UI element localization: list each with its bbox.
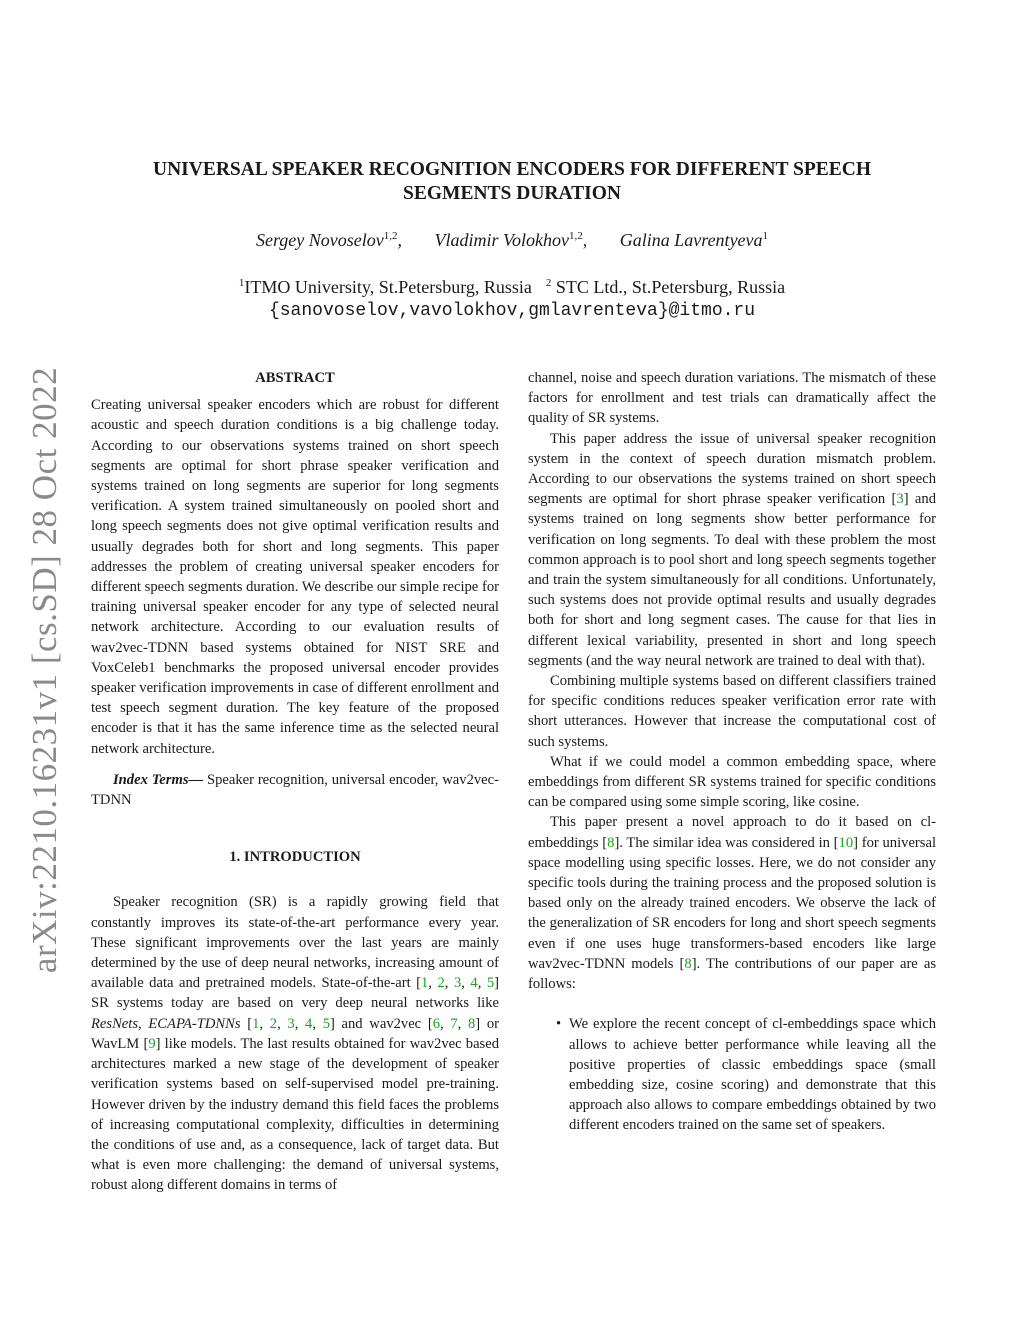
right-column [528,368,936,1136]
affiliation: ITMO University, St.Petersburg, Russia [244,277,532,297]
citation-link[interactable]: 1 [252,1015,260,1032]
citation-link[interactable]: 3 [896,491,904,508]
bullet-icon: • [556,1016,562,1033]
citation-link[interactable]: 7 [450,1015,458,1032]
intro-paragraph: Combining multiple systems based on different classifiers trained for specific conditions reduces speaker verification error rate with short utterances. However that increase the computational cost of such systems. [528,673,936,750]
author: Sergey Novoselov$^{1,2}$, [255,230,402,250]
intro-paragraph: This paper present a novel approach to do it based on cl-embeddings [8]. The similar idea was considered in [10] for universal space modelling using specific losses. Here, we do not consider any specific tools during the training process and the proposed solution is based only on the already trained encoders. We observe the lack of the generalization of SR encoders for long and short speech segments even if one uses huge transformers-based encoders like large wav2vec-TDNN models [8]. The contributions of our paper are as follows: [528,814,936,993]
citation-link[interactable]: 4 [305,1015,313,1032]
citation-link[interactable]: 8 [468,1015,476,1032]
citation-link[interactable]: 1 [421,975,429,992]
citation-link[interactable]: 5 [486,975,495,992]
affiliation: STC Ltd., St.Petersburg, Russia [555,277,786,297]
citation-link[interactable]: 8 [684,955,692,972]
citation-link[interactable]: 8 [607,834,615,851]
citation-link[interactable]: 9 [148,1035,156,1052]
left-column [91,368,499,1196]
arxiv-stamp [0,350,90,990]
author-list [120,230,904,251]
list-item: • We explore the recent concept of cl-embeddings space which allows to achieve better performance while leaving all the positive properties of classic embeddings space (small embedding size, cosine scoring) and demonstrate that this approach also allows to compare embeddings obtained by two different encoders trained on the same set of speakers. [556,1016,936,1134]
author: Vladimir Volokhov$^{1,2}$, [434,230,588,250]
citation-link[interactable]: 5 [322,1015,330,1032]
citation-link[interactable]: 2 [269,1015,278,1032]
affiliations: $^1$ITMO University, St.Petersburg, Russia $^2$ STC Ltd., St.Petersburg, Russia [238,277,786,297]
arxiv-id: arXiv:2210.16231v1 [cs.SD] 28 Oct 2022 [25,366,64,974]
abstract-text: Creating universal speaker encoders which are robust for different acoustic and speech duration conditions is a big challenge today. According to our observations systems trained on short speech segments are optimal for short phrase speaker verification and systems trained on long segments are superior for long segments verification. A system trained simultaneously on pooled short and long speech segments does not give optimal verification results and usually degrades both for short and long segments. This paper addresses the problem of creating universal speaker encoders for different speech segments duration. We describe our simple recipe for training universal speaker encoder for any type of selected neural network architecture. According to our evaluation results of wav2vec-TDNN based systems obtained for NIST SRE and VoxCeleb1 benchmarks the proposed universal encoder provides speaker verification improvements in case of different enrollment and test speech segment duration. The key feature of the proposed encoder is that it has the same inference time as the selected neural network architecture. [91,397,499,757]
citation-link[interactable]: 3 [287,1015,295,1032]
abstract-heading: ABSTRACT [255,370,335,386]
contribution-list [528,1014,936,1135]
intro-paragraph-continued: channel, noise and speech duration variations. The mismatch of these factors for enrollment and test trials can dramatically affect the quality of SR systems. [528,370,936,427]
index-terms: Index Terms— Speaker recognition, universal encoder, wav2vec-TDNN [91,771,499,809]
citation-link[interactable]: 2 [437,975,445,992]
citation-link[interactable]: 3 [453,975,462,992]
author-email: {sanovoselov,vavolokhov,gmlavrenteva}@itmo.ru [268,301,756,321]
citation-link[interactable]: 6 [432,1015,441,1032]
intro-paragraph: What if we could model a common embedding space, where embeddings from different SR systems trained for specific conditions can be compared using some simple scoring, like cosine. [528,753,936,811]
citation-link[interactable]: 4 [470,975,478,992]
paper-title: UNIVERSAL SPEAKER RECOGNITION ENCODERS FOR DIFFERENT SPEECH SEGMENTS DURATION [152,159,871,204]
introduction-heading: 1. INTRODUCTION [229,849,361,866]
intro-paragraph: This paper address the issue of universal speaker recognition system in the context of speech duration mismatch problem. According to our observations the systems trained on short speech segments are optimal for short phrase speaker verification [3] and systems trained on long segments show better performance for verification on long segments. To deal with these problem the most common approach is to pool short and long speech segments together and train the system simultaneously for all conditions. Unfortunately, such systems does not provide optimal results and usually degrades both for short and long segment cases. The cause for that lies in different lexical variability, presented in short and long speech segments (and the way neural network are trained to deal with that). [528,430,936,669]
citation-link[interactable]: 10 [838,834,854,851]
intro-paragraph: Speaker recognition (SR) is a rapidly growing field that constantly improves its state-of-the-art performance every year. These significant improvements over the last years are mainly determined by the use of deep neural networks, increasing amount of available data and pretrained models. State-of-the-art [1, 2, 3, 4, 5] SR systems today are based on very deep neural networks like ResNets, ECAPA-TDNNs [1, 2, 3, 4, 5] and wav2vec [6, 7, 8] or WavLM [9] like models. The last results obtained for wav2vec based architectures marked a new stage of the development of speaker verification systems based on self-supervised model pre-training. However driven by the industry demand this field faces the problems of increasing computational complexity, difficulties in determining the conditions of use and, as a consequence, lack of target data. But what is even more challenging: the demand of universal systems, robust along different domains in terms of [91,894,500,1194]
author: Galina Lavrentyeva$^1$ [619,230,769,250]
